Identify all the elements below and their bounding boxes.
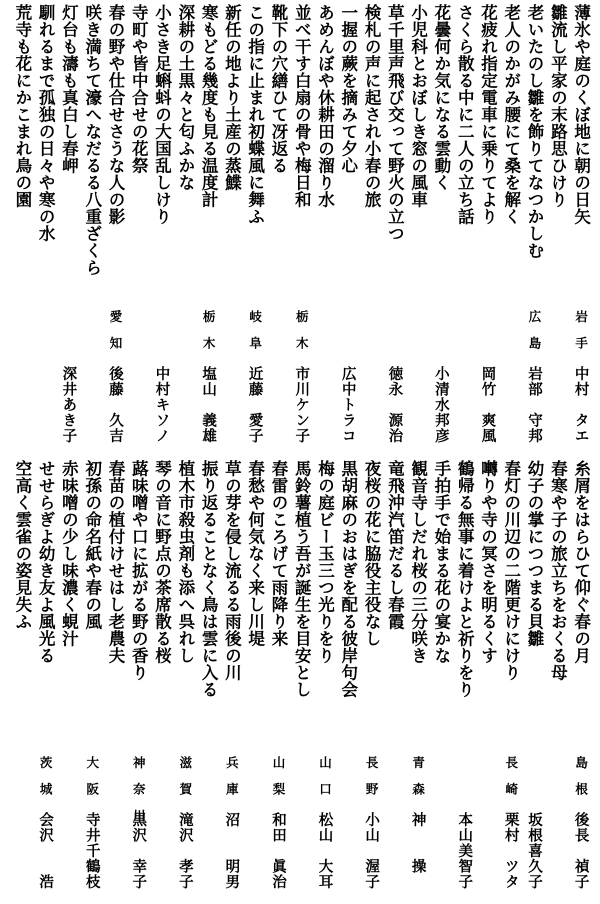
haiku-column [359,460,382,900]
prefecture-label: 大阪 [84,756,100,809]
prefecture-label: 長野 [364,756,380,809]
haiku-column [173,4,196,444]
haiku-column [545,4,568,444]
author-name: 徳永 源治 [386,366,404,444]
haiku-verse: 春苗の植付けせはし老農夫 [105,460,125,664]
haiku-verse: 鶴帰る無事に着けよと祈りをり [455,460,475,698]
haiku-verse: 囀りや寺の冥さを明るくす [478,460,498,664]
prefecture-label: 茨城 [38,756,54,809]
haiku-verse: 梅の庭ビー玉三つ光りをり [315,460,335,664]
haiku-column [10,460,33,900]
haiku-verse: 観音寺しだれ桜の三分咲き [408,460,428,664]
prefecture-label: 愛知 [107,310,123,363]
haiku-verse: 並べ干す白扇の骨や梅日和 [292,4,312,208]
author-name: 後藤 久吉 [106,366,124,444]
author-name: 会沢 浩 [37,812,55,890]
haiku-column [220,460,243,900]
haiku-verse: あめんぼや休耕田の溜り水 [315,4,335,208]
haiku-verse: 新任の地より土産の蒸鰈 [222,4,242,191]
haiku-verse: 検札の声に起され小春の旅 [362,4,382,208]
haiku-verse: 春愁や何気なく来し川堤 [245,460,265,647]
prefecture-label: 島根 [573,756,589,809]
prefecture-label: 滋賀 [177,756,193,809]
author-name: 和田 眞治 [269,812,287,890]
prefecture-label: 神奈川 [131,756,147,836]
haiku-verse: 幼子の掌につつまる貝雛 [525,460,545,647]
haiku-verse: 老人のかがみ腰にて桑を解く [501,4,521,225]
haiku-verse: 馬鈴薯植う吾が誕生を目安とし [292,460,312,698]
author-name: 岩部 守邦 [526,366,544,444]
haiku-verse: 寒もどる幾度も見る温度計 [199,4,219,208]
author-name: 沼 明男 [223,812,241,890]
haiku-column [80,460,103,900]
haiku-verse: 糸屑をはらひて仰ぐ春の月 [571,460,591,664]
author-name: 中村 タエ [572,366,590,444]
author-name: 広中トラコ [339,366,357,444]
haiku-verse: 蕗味噌や口に拡がる野の香り [129,460,149,681]
haiku-column [80,4,103,444]
author-name: 本山美智子 [456,812,474,890]
haiku-column [545,460,568,900]
haiku-verse: 一握の蕨を摘みて夕心 [338,4,358,174]
prefecture-label: 栃木 [294,310,310,363]
haiku-column [569,460,592,900]
haiku-column [382,4,405,444]
haiku-verse: 靴下の穴繕ひて冴返る [268,4,288,174]
haiku-verse: 雛流し平家の末路思ひけり [548,4,568,208]
prefecture-label: 岩手 [573,310,589,363]
haiku-column [243,4,266,444]
haiku-column [220,4,243,444]
haiku-verse: 小さき足蝌蚪の大国乱しけり [152,4,172,225]
haiku-column [429,4,452,444]
haiku-column [196,4,219,444]
author-name: 中村キソノ [153,366,171,444]
haiku-verse: 竜飛沖汽笛だるし春霞 [385,460,405,630]
prefecture-label: 栃木 [201,310,217,363]
author-name: 神 操 [409,812,427,874]
haiku-column [57,4,80,444]
prefecture-label: 青森 [410,756,426,809]
author-name: 後長 禎子 [572,812,590,890]
haiku-column [336,460,359,900]
haiku-column [103,4,126,444]
haiku-column [150,460,173,900]
haiku-verse: 花疲れ指定電車に乗りてより [478,4,498,225]
haiku-verse: 寺町や皆中合せの花祭 [129,4,149,174]
author-name: 小清水邦彦 [432,366,450,444]
haiku-verse: 手拍手で始まる花の宴かな [431,460,451,664]
haiku-column [57,460,80,900]
haiku-column [429,460,452,900]
haiku-column [289,4,312,444]
haiku-column [266,460,289,900]
haiku-column [103,460,126,900]
author-name: 滝沢 孝子 [176,812,194,890]
haiku-verse: 振り返ることなく鳥は雲に入る [199,460,219,698]
haiku-column [243,460,266,900]
haiku-verse: 空高く雲雀の姿見失ふ [12,460,32,630]
haiku-verse: 灯台も濤も真白し春岬 [59,4,79,174]
haiku-verse: 黒胡麻のおはぎを配る彼岸句会 [338,460,358,698]
haiku-verse: 咲き満ちて濠へなだるる八重ざくら [82,4,102,276]
haiku-column [452,460,475,900]
haiku-verse: 琴の音に野点の茶席散る桜 [152,460,172,664]
haiku-column [476,4,499,444]
haiku-column [522,460,545,900]
author-name: 岡竹 爽風 [479,366,497,444]
haiku-column [406,460,429,900]
haiku-verse: 初孫の命名紙や春の風 [82,460,102,630]
prefecture-label: 広島 [527,310,543,363]
haiku-verse: 植木市殺虫剤も添へ呉れし [175,460,195,664]
prefecture-label: 山梨 [270,756,286,809]
haiku-verse: 春灯の川辺の二階更けにけり [501,460,521,681]
author-name: 寺井千鶴枝 [83,812,101,890]
haiku-column [126,4,149,444]
prefecture-label: 山口 [317,756,333,809]
haiku-column [522,4,545,444]
haiku-verse: この指に止まれ初蝶風に舞ふ [245,4,265,225]
haiku-column [406,4,429,444]
haiku-column [10,4,33,444]
haiku-column [476,460,499,900]
haiku-column [289,460,312,900]
haiku-verse: 荒寺も花にかこまれ鳥の園 [12,4,32,208]
haiku-column [150,4,173,444]
haiku-column [173,460,196,900]
haiku-column [452,4,475,444]
haiku-verse: 春寒や子の旅立ちをおくる母 [548,460,568,681]
prefecture-label: 兵庫 [224,756,240,809]
author-name: 坂根喜久子 [526,812,544,890]
author-name: 小山 渥子 [363,812,381,890]
haiku-column [33,460,56,900]
haiku-column [126,460,149,900]
haiku-column [266,4,289,444]
haiku-verse: せせらぎよ幼き友よ風光る [36,460,56,664]
haiku-column [499,4,522,444]
author-name: 市川ケン子 [293,366,311,444]
haiku-verse: 小児科とおぼしき窓の風車 [408,4,428,208]
haiku-verse: 春の野や仕合せさうな人の影 [105,4,125,225]
author-name: 黒沢 幸子 [130,812,148,890]
prefecture-label: 長崎 [503,756,519,809]
haiku-column [569,4,592,444]
haiku-column [313,4,336,444]
haiku-verse: 薄氷や庭のくぼ地に朝の日矢 [571,4,591,225]
author-name: 栗村 ツタ [502,812,520,890]
top-haiku-section [0,4,600,444]
haiku-verse: 赤味噌の少し味濃く蜆汁 [59,460,79,647]
haiku-column [196,460,219,900]
author-name: 塩山 義雄 [200,366,218,444]
haiku-verse: 草千里声飛び交って野火の立つ [385,4,405,242]
haiku-column [382,460,405,900]
haiku-verse: 夜桜の花に脇役主役なし [362,460,382,647]
haiku-verse: 馴れるまで孤独の日々や寒の水 [36,4,56,242]
author-name: 松山 大耳 [316,812,334,890]
haiku-verse: 草の芽を侵し流るる雨後の川 [222,460,242,681]
haiku-verse: 春雷のころげて雨降り来 [268,460,288,647]
prefecture-label: 岐阜 [247,310,263,363]
author-name: 深井あき子 [60,366,78,444]
haiku-column [359,4,382,444]
haiku-verse: 深耕の土黒々と匂ふかな [175,4,195,191]
haiku-column [499,460,522,900]
bottom-haiku-section [0,460,600,900]
haiku-verse: 老いたのし雛を飾りてなつかしむ [525,4,545,259]
haiku-column [313,460,336,900]
haiku-verse: 花曇何か気になる雲動く [431,4,451,191]
haiku-verse: さくら散る中に二人の立ち話 [455,4,475,225]
haiku-column [336,4,359,444]
author-name: 近藤 愛子 [246,366,264,444]
haiku-column [33,4,56,444]
